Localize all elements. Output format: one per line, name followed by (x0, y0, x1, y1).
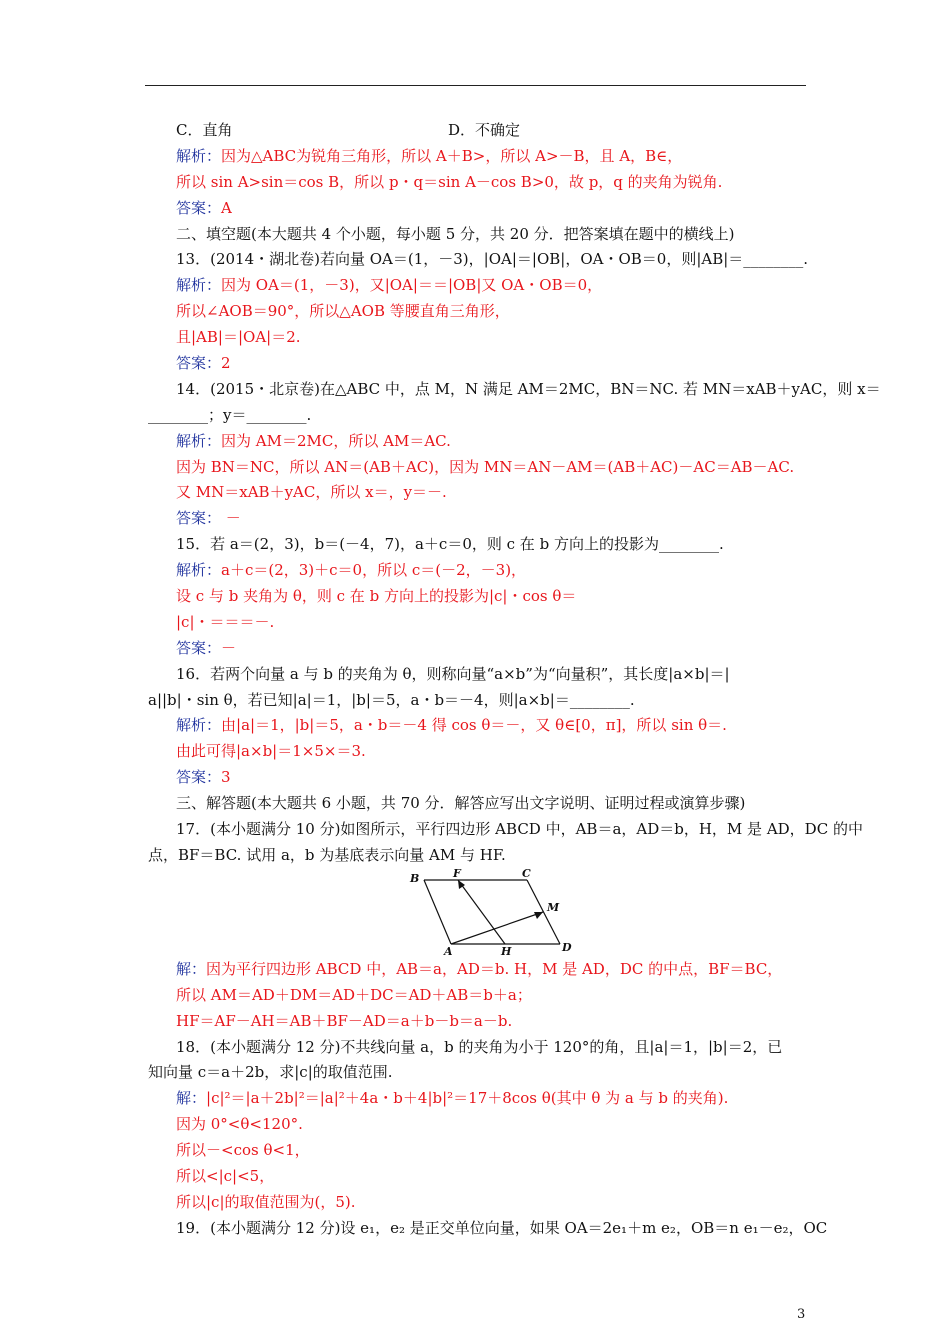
text-run: 15．若 a＝(2，3)，b＝(－4，7)，a＋c＝0，则 c 在 b 方向上的投影为________. (176, 535, 724, 554)
text-line (148, 325, 808, 351)
text-run: 解析： (176, 431, 222, 450)
text-line (148, 817, 863, 843)
text-line (148, 662, 808, 688)
text-run: 答案： (176, 354, 222, 373)
text-run: a＋c＝(2，3)＋c＝0，所以 c＝(－2，－3)， (221, 561, 527, 580)
text-run: 14．(2015・北京卷)在△ABC 中，点 M，N 满足 AM＝2MC，BN＝NC. 若 MN＝xAB＋yAC，则 x＝ (176, 379, 881, 398)
text-run: 二、填空题(本大题共 4 个小题，每小题 5 分，共 20 分．把答案填在题中的横线上) (176, 224, 735, 243)
text-line (148, 610, 808, 636)
text-run: 解： (176, 1089, 207, 1108)
text-run: 因为 0°<θ<120°. (176, 1115, 303, 1134)
text-block-1 (148, 118, 881, 869)
text-run: 答案： (176, 509, 222, 528)
text-line (148, 118, 808, 144)
text-run: 解： (176, 959, 207, 978)
text-run: 所以|c|的取值范围为(，5). (176, 1192, 356, 1211)
text-line (148, 144, 808, 170)
text-line (148, 273, 808, 299)
text-run: 3 (221, 768, 231, 787)
text-run: HF＝AF－AH＝AB＋BF－AD＝a＋b－b＝a－b. (176, 1011, 513, 1030)
text-line (148, 713, 808, 739)
text-line (148, 1112, 808, 1138)
text-run: 13．(2014・湖北卷)若向量 OA＝(1，－3)，|OA|＝|OB|，OA・OB＝0，则|AB|＝________. (176, 250, 809, 269)
text-run: 知向量 c＝a＋2b，求|c|的取值范围. (148, 1063, 393, 1082)
text-run: 2 (221, 354, 231, 373)
parallelogram-diagram (410, 866, 572, 958)
text-run: 所以－<cos θ<1， (176, 1141, 310, 1160)
text-line (148, 983, 808, 1009)
parallelogram-figure (148, 866, 808, 958)
text-run: C．直角 (176, 121, 233, 139)
text-line (148, 1060, 808, 1086)
text-run: 所以 AM＝AD＋DM＝AD＋DC＝AD＋AB＝b＋a； (176, 985, 532, 1004)
text-line (148, 1190, 808, 1216)
text-run: 由|a|＝1，|b|＝5，a・b＝－4 得 cos θ＝－，又 θ∈[0，π]，所以 sin θ＝. (221, 716, 727, 735)
text-run: － (221, 509, 241, 528)
text-run: A (221, 198, 232, 217)
label-c: C (522, 866, 531, 880)
arrow-am (534, 912, 543, 919)
text-run: |c|・＝＝＝－. (176, 612, 275, 631)
text-line (148, 506, 808, 532)
text-line (148, 480, 808, 506)
text-run: 解析： (176, 716, 222, 735)
text-line (148, 584, 808, 610)
text-run: 设 c 与 b 夹角为 θ，则 c 在 b 方向上的投影为|c|・cos θ＝ (176, 587, 577, 606)
text-run: 答案： (176, 198, 222, 217)
text-run: 因为 AM＝2MC，所以 AM＝AC. (221, 431, 451, 450)
label-a: A (444, 944, 453, 958)
text-line (148, 765, 808, 791)
text-run: a||b|・sin θ，若已知|a|＝1，|b|＝5，a・b＝－4，则|a×b|＝________. (148, 690, 635, 709)
edge-ab (424, 880, 451, 944)
text-run: － (221, 638, 237, 657)
text-run: D．不确定 (448, 121, 521, 139)
text-run: 解析： (176, 276, 222, 295)
text-run: 所以 sin A>sin＝cos B，所以 p・q＝sin A－cos B>0，故 p，q 的夹角为锐角. (176, 172, 723, 191)
label-m: M (547, 900, 560, 914)
text-run: 17．(本小题满分 10 分)如图所示，平行四边形 ABCD 中，AB＝a，AD＝b，H，M 是 AD，DC 的中 (176, 820, 863, 839)
text-run: 因为平行四边形 ABCD 中，AB＝a，AD＝b. H，M 是 AD，DC 的中点，BF＝BC， (206, 959, 783, 978)
text-line (148, 247, 808, 273)
text-line (148, 196, 808, 222)
text-run: 三、解答题(本大题共 6 小题，共 70 分．解答应写出文字说明、证明过程或演算步骤) (176, 794, 746, 813)
text-run: 19．(本小题满分 12 分)设 e₁，e₂ 是正交单位向量，如果 OA＝2e₁＋m e₂，OB＝n e₁－e₂，OC (176, 1218, 828, 1237)
text-line (148, 1164, 808, 1190)
text-run: 所以∠AOB＝90°，所以△AOB 等腰直角三角形， (176, 302, 510, 321)
text-run: ________；y＝________. (148, 405, 312, 424)
text-run: 答案： (176, 768, 222, 787)
text-line (148, 532, 808, 558)
text-line (148, 429, 808, 455)
text-block-2 (148, 957, 828, 1242)
text-line (148, 351, 808, 377)
text-line (148, 1035, 808, 1061)
text-line (148, 377, 881, 403)
text-line (148, 791, 808, 817)
text-line (148, 1086, 808, 1112)
vector-hf (458, 880, 505, 944)
text-line (148, 1216, 828, 1242)
text-line (148, 636, 808, 662)
label-h: H (501, 944, 512, 958)
text-run: 解析： (176, 561, 222, 580)
text-run: 16．若两个向量 a 与 b 的夹角为 θ，则称向量“a×b”为“向量积”，其长度|a×b|＝| (176, 664, 730, 683)
page-number: 3 (797, 1307, 806, 1322)
text-run: 由此可得|a×b|＝1×5×＝3. (176, 742, 366, 761)
text-line (148, 739, 808, 765)
text-line (148, 957, 808, 983)
text-line (148, 1138, 808, 1164)
text-run: 答案： (176, 638, 222, 657)
text-line (148, 222, 808, 248)
text-line (148, 1009, 808, 1035)
text-line (148, 558, 808, 584)
text-line (148, 455, 808, 481)
label-b: B (410, 871, 420, 885)
text-run: 因为 BN＝NC，所以 AN＝(AB＋AC)，因为 MN＝AN－AM＝(AB＋AC)－AC＝AB－AC. (176, 457, 795, 476)
text-line (148, 403, 808, 429)
vector-am (451, 912, 543, 944)
text-run: 且|AB|＝|OA|＝2. (176, 328, 301, 347)
text-run: 18．(本小题满分 12 分)不共线向量 a，b 的夹角为小于 120°的角，且|a|＝1，|b|＝2，已 (176, 1037, 783, 1056)
page-content (148, 118, 881, 1242)
text-run: 又 MN＝xAB＋yAC，所以 x＝，y＝－. (176, 483, 447, 502)
text-line (148, 688, 808, 714)
text-line (148, 170, 808, 196)
text-line (148, 299, 808, 325)
text-run: 点，BF＝BC. 试用 a，b 为基底表示向量 AM 与 HF. (148, 845, 506, 864)
label-f: F (453, 866, 461, 880)
text-run: |c|²＝|a＋2b|²＝|a|²＋4a・b＋4|b|²＝17＋8cos θ(其中 θ 为 a 与 b 的夹角). (206, 1089, 729, 1108)
label-d: D (562, 940, 572, 954)
text-line (148, 843, 808, 869)
text-run: 解析： (176, 146, 222, 165)
text-run: 所以<|c|<5， (176, 1166, 275, 1185)
text-run: 因为 OA＝(1，－3)，又|OA|＝＝|OB|又 OA・OB＝0， (221, 276, 603, 295)
header-rule (145, 85, 806, 86)
text-run: 因为△ABC为锐角三角形，所以 A＋B>，所以 A>－B，且 A，B∈， (221, 146, 683, 165)
